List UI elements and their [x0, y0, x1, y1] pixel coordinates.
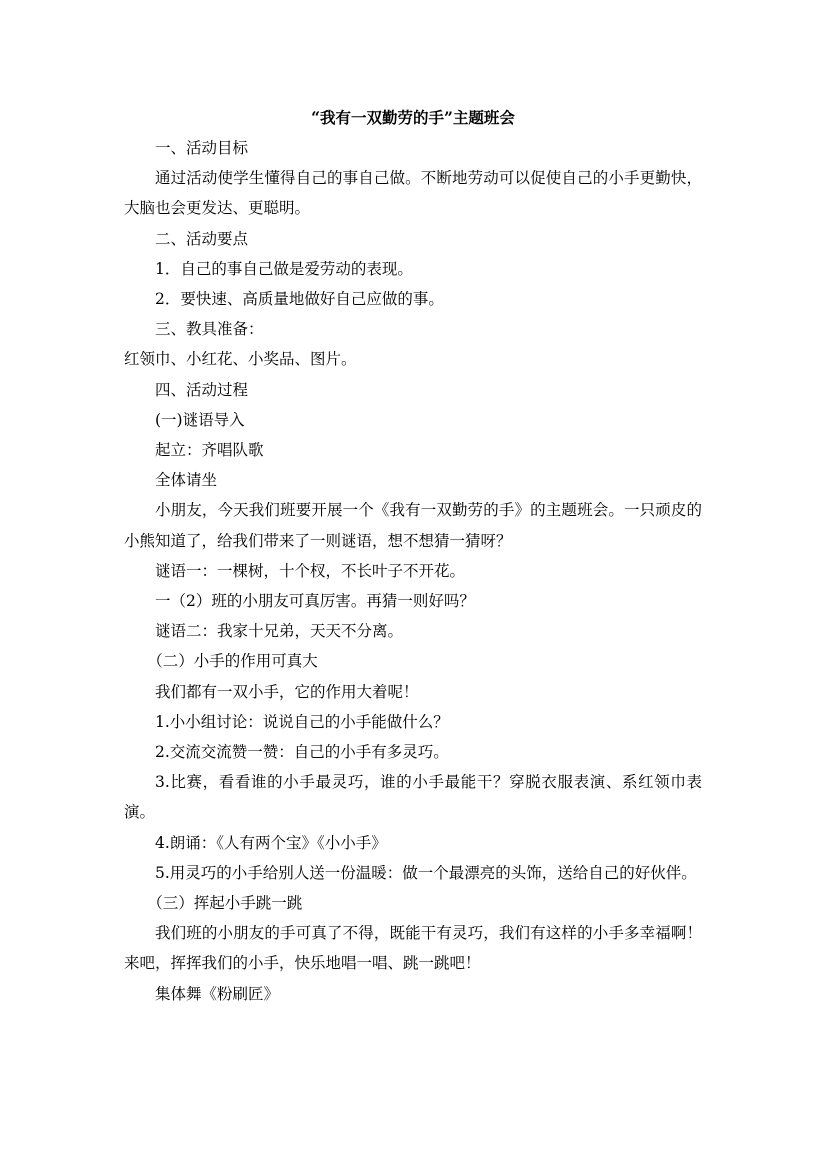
list-item-key-point-2: 2．要快速、高质量地做好自己应做的事。 [155, 290, 444, 309]
subheading-dance: （三）挥起小手跳一跳 [147, 894, 303, 913]
section-heading-goals: 一、活动目标 [155, 139, 249, 157]
subheading-hand-uses: （二）小手的作用可真大 [147, 652, 318, 671]
paragraph-riddle-1: 谜语一：一棵树，十个杈，不长叶子不开花。 [155, 561, 466, 580]
paragraph-praise: 一（2）班的小朋友可真厉害。再猜一则好吗？ [155, 592, 475, 611]
paragraph-materials: 红领巾、小红花、小奖品、图片。 [124, 350, 357, 369]
list-item-activity-1: 1.小小组讨论：说说自己的小手能做什么？ [155, 712, 449, 731]
paragraph-hand-uses-intro: 我们都有一双小手，它的作用大着呢！ [155, 682, 419, 701]
paragraph-riddle-2: 谜语二：我家十兄弟，天天不分离。 [155, 622, 404, 641]
document-body [124, 103, 702, 1009]
paragraph-stand-up: 起立：齐唱队歌 [155, 441, 264, 460]
paragraph-group-dance: 集体舞《粉刷匠》 [155, 984, 280, 1003]
list-item-key-point-1: 1．自己的事自己做是爱劳动的表现。 [155, 259, 413, 278]
list-item-activity-5: 5.用灵巧的小手给别人送一份温暖：做一个最漂亮的头饰，送给自己的好伙伴。 [155, 863, 697, 882]
list-item-activity-4: 4.朗诵：《人有两个宝》《小小手》 [155, 833, 387, 852]
paragraph-goals: 通过活动使学生懂得自己的事自己做。不断地劳动可以促使自己的小手更勤快，大脑也会更发达、更聪明。 [124, 169, 702, 218]
list-item-activity-3: 3.比赛，看看谁的小手最灵巧，谁的小手最能干？穿脱衣服表演、系红领巾表演。 [124, 773, 702, 822]
list-item-activity-2: 2.交流交流赞一赞：自己的小手有多灵巧。 [155, 743, 449, 762]
paragraph-dance-intro: 我们班的小朋友的手可真了不得，既能干有灵巧，我们有这样的小手多幸福啊！来吧，挥挥我们的小手，快乐地唱一唱、跳一跳吧！ [124, 924, 702, 973]
section-heading-key-points: 二、活动要点 [155, 229, 249, 248]
section-heading-materials: 三、教具准备： [155, 320, 264, 339]
subheading-riddle-intro: (一)谜语导入 [155, 410, 245, 429]
paragraph-intro-speech: 小朋友，今天我们班要开展一个《我有一双勤劳的手》的主题班会。一只顽皮的小熊知道了，给我们带来了一则谜语，想不想猜一猜呀？ [124, 501, 702, 550]
section-heading-process: 四、活动过程 [155, 380, 249, 399]
paragraph-sit-down: 全体请坐 [155, 471, 218, 490]
document-title: “我有一双勤劳的手”主题班会 [311, 108, 515, 127]
